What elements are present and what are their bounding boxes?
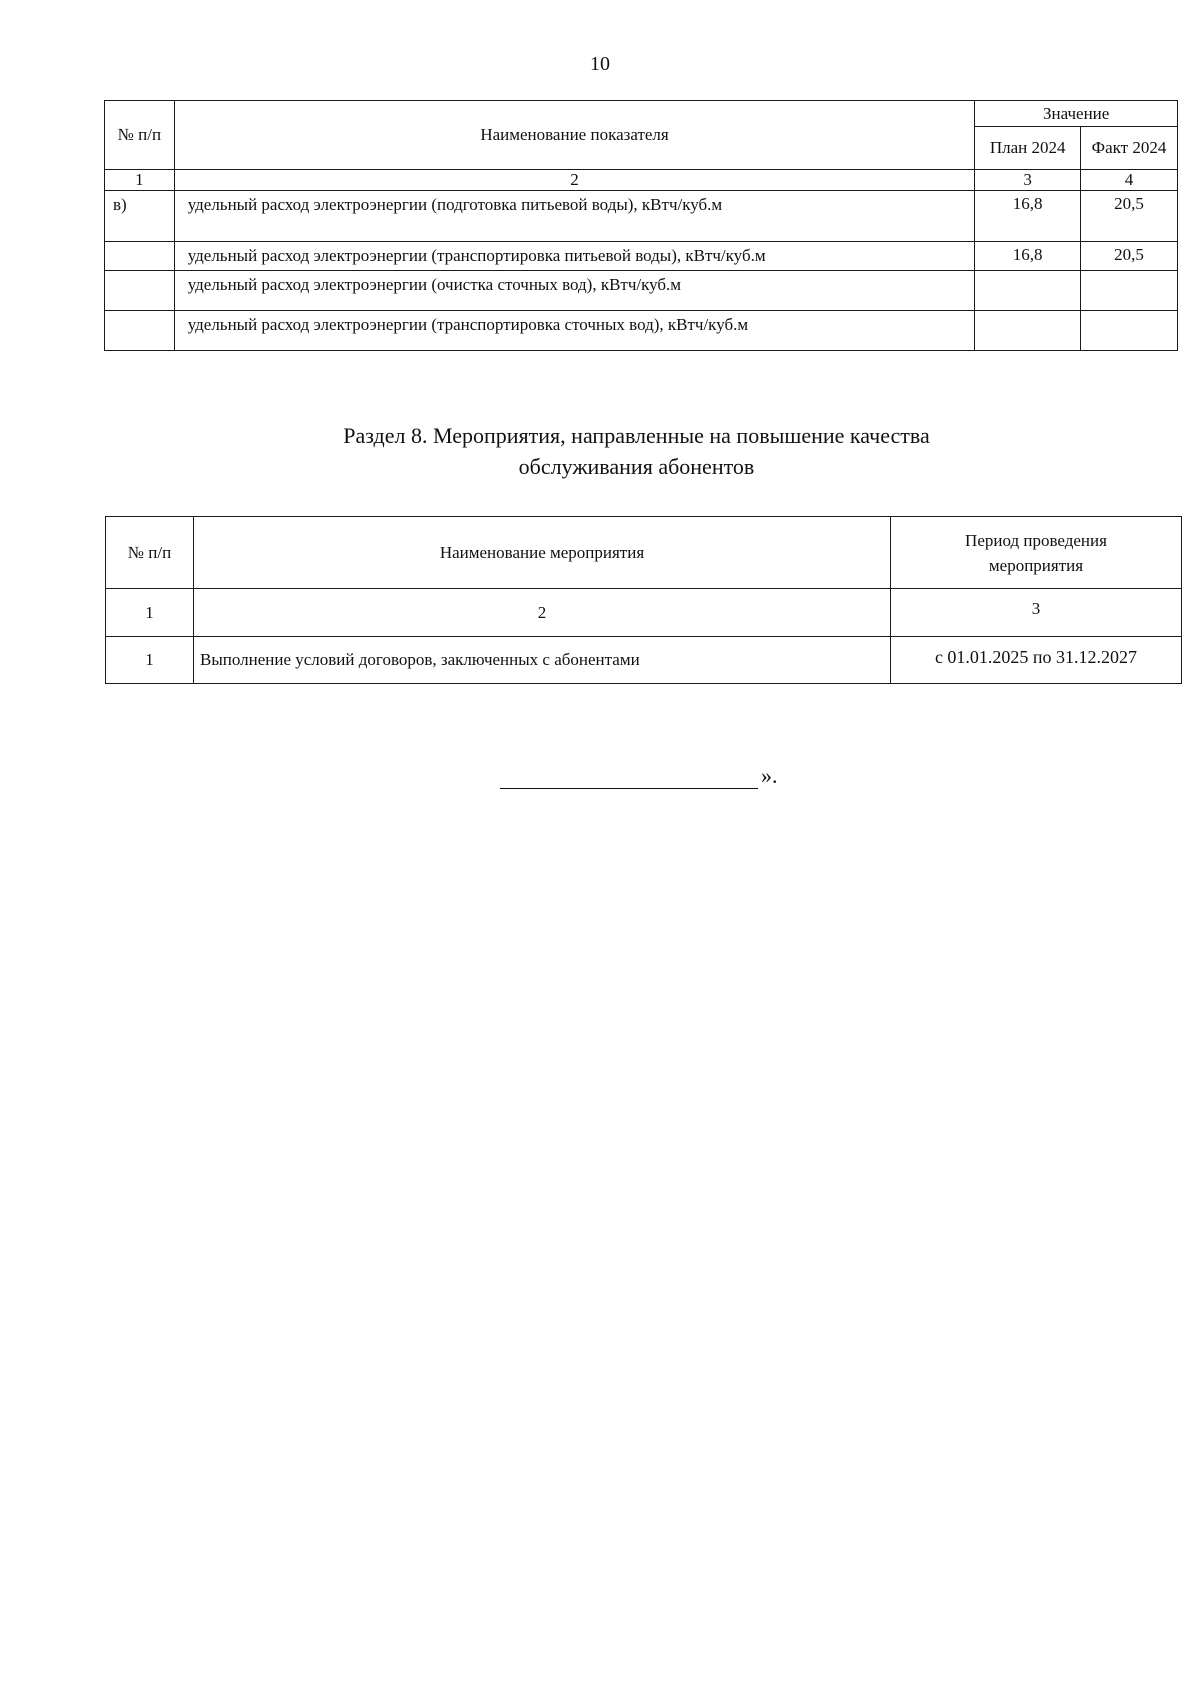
row-event-name: Выполнение условий договоров, заключенных с абонентами xyxy=(194,637,891,684)
column-number: 2 xyxy=(194,589,891,637)
header-value-group: Значение xyxy=(975,101,1178,127)
indicators-table xyxy=(104,100,1178,351)
column-numbers-row xyxy=(106,589,1182,637)
header-event-name: Наименование мероприятия xyxy=(194,517,891,589)
header-plan: План 2024 xyxy=(975,127,1081,170)
column-number: 1 xyxy=(105,170,175,191)
column-number: 3 xyxy=(975,170,1081,191)
table-row xyxy=(105,271,1178,311)
table-row xyxy=(105,242,1178,271)
row-indicator-name: удельный расход электроэнергии (подготовка питьевой воды), кВтч/куб.м xyxy=(174,191,975,242)
section-title-line: обслуживания абонентов xyxy=(518,454,755,479)
row-index xyxy=(105,242,175,271)
row-indicator-name: удельный расход электроэнергии (транспортировка питьевой воды), кВтч/куб.м xyxy=(174,242,975,271)
header-num: № п/п xyxy=(106,517,194,589)
row-period: с 01.01.2025 по 31.12.2027 xyxy=(891,637,1182,684)
row-plan-value: 16,8 xyxy=(975,242,1081,271)
header-period-line: мероприятия xyxy=(988,555,1084,575)
column-number: 3 xyxy=(891,589,1182,637)
section-title xyxy=(0,420,1200,482)
header-num: № п/п xyxy=(105,101,175,170)
row-indicator-name: удельный расход электроэнергии (очистка сточных вод), кВтч/куб.м xyxy=(174,271,975,311)
column-number: 4 xyxy=(1081,170,1178,191)
header-period-line: Период проведения xyxy=(965,530,1107,550)
section-title-line: Раздел 8. Мероприятия, направленные на повышение качества xyxy=(343,423,930,448)
header-indicator-name: Наименование показателя xyxy=(174,101,975,170)
row-plan-value xyxy=(975,271,1081,311)
row-indicator-name: удельный расход электроэнергии (транспортировка сточных вод), кВтч/куб.м xyxy=(174,311,975,351)
events-table xyxy=(105,516,1182,684)
header-fact: Факт 2024 xyxy=(1081,127,1178,170)
column-number: 2 xyxy=(174,170,975,191)
row-fact-value: 20,5 xyxy=(1081,242,1178,271)
row-index xyxy=(105,271,175,311)
row-fact-value xyxy=(1081,311,1178,351)
page-number: 10 xyxy=(590,53,610,75)
table-row xyxy=(105,191,1178,242)
closing-quote: ». xyxy=(761,763,778,788)
signature-line xyxy=(500,762,758,789)
row-num: 1 xyxy=(106,637,194,684)
table-row xyxy=(106,637,1182,684)
row-index xyxy=(105,311,175,351)
closing-mark xyxy=(500,762,778,789)
row-plan-value: 16,8 xyxy=(975,191,1081,242)
table-row xyxy=(105,311,1178,351)
header-period xyxy=(891,517,1182,589)
row-fact-value: 20,5 xyxy=(1081,191,1178,242)
row-index: в) xyxy=(105,191,175,242)
column-numbers-row xyxy=(105,170,1178,191)
row-fact-value xyxy=(1081,271,1178,311)
column-number: 1 xyxy=(106,589,194,637)
row-plan-value xyxy=(975,311,1081,351)
